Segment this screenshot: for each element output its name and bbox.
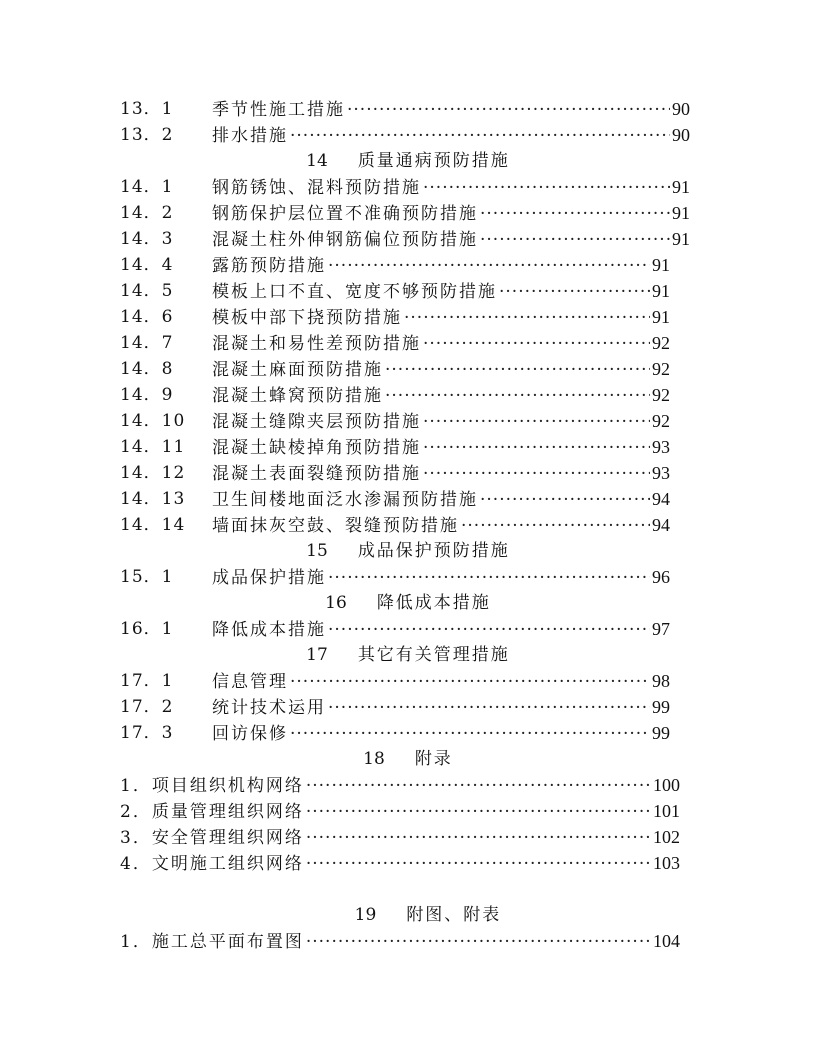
chapter-number: 15 <box>306 541 328 561</box>
page-number: 94 <box>652 515 670 535</box>
chapter-number: 17 <box>306 645 328 665</box>
section-title: 混凝土蜂窝预防措施 <box>212 386 383 406</box>
item-number: 1． <box>120 932 152 952</box>
section-title: 降低成本措施 <box>212 620 326 640</box>
page-number: 91 <box>652 307 670 327</box>
dot-leader <box>347 97 670 123</box>
dot-leader <box>499 279 650 305</box>
dot-leader <box>423 461 650 487</box>
page-number: 91 <box>672 177 690 197</box>
toc-entry[interactable] <box>0 486 816 512</box>
toc-entry[interactable] <box>0 122 816 148</box>
section-title: 成品保护措施 <box>212 568 326 588</box>
page-number: 99 <box>652 697 670 717</box>
toc-entry[interactable] <box>0 200 816 226</box>
chapter-heading[interactable] <box>0 902 816 928</box>
dot-leader <box>480 201 670 227</box>
toc-entry[interactable] <box>0 434 816 460</box>
section-title: 季节性施工措施 <box>212 100 345 120</box>
section-number: 15．1 <box>120 567 174 587</box>
section-title: 混凝土和易性差预防措施 <box>212 334 421 354</box>
page-number: 92 <box>652 333 670 353</box>
page-number: 93 <box>652 463 670 483</box>
item-title: 文明施工组织网络 <box>151 854 304 874</box>
section-number: 14．11 <box>120 437 186 457</box>
dot-leader <box>306 773 651 799</box>
page-number: 100 <box>653 775 680 795</box>
toc-entry[interactable] <box>0 850 816 876</box>
dot-leader <box>404 305 650 331</box>
chapter-number: 14 <box>306 151 328 171</box>
page-number: 92 <box>652 385 670 405</box>
section-number: 14．8 <box>120 359 174 379</box>
page-number: 98 <box>652 671 670 691</box>
section-number: 14．4 <box>120 255 174 275</box>
toc-entry[interactable] <box>0 668 816 694</box>
item-number: 4． <box>120 854 152 874</box>
page-number: 101 <box>653 801 680 821</box>
spacer <box>0 876 816 902</box>
chapter-title: 附图、附表 <box>406 905 502 925</box>
section-number: 14．7 <box>120 333 174 353</box>
toc-entry[interactable] <box>0 304 816 330</box>
dot-leader <box>480 487 650 513</box>
dot-leader <box>423 435 650 461</box>
toc-entry[interactable] <box>0 408 816 434</box>
item-number: 3． <box>120 828 152 848</box>
chapter-title: 成品保护预防措施 <box>357 541 510 561</box>
section-title: 露筋预防措施 <box>212 256 326 276</box>
section-number: 14．12 <box>120 463 186 483</box>
section-title: 卫生间楼地面泛水渗漏预防措施 <box>212 490 478 510</box>
chapter-number: 19 <box>354 905 377 925</box>
toc-entry[interactable] <box>0 278 816 304</box>
page-number: 91 <box>652 281 670 301</box>
page-number: 92 <box>652 411 670 431</box>
item-title: 施工总平面布置图 <box>151 932 304 952</box>
table-of-contents <box>0 96 816 954</box>
section-title: 混凝土柱外伸钢筋偏位预防措施 <box>212 230 478 250</box>
chapter-number: 16 <box>325 593 347 613</box>
dot-leader <box>461 513 650 539</box>
dot-leader <box>306 799 651 825</box>
chapter-heading[interactable] <box>0 746 816 772</box>
item-title: 质量管理组织网络 <box>151 802 304 822</box>
section-number: 14．1 <box>120 177 174 197</box>
page-number: 97 <box>652 619 670 639</box>
dot-leader <box>328 253 650 279</box>
section-number: 16．1 <box>120 619 174 639</box>
section-number: 13．1 <box>120 99 174 119</box>
toc-entry[interactable] <box>0 772 816 798</box>
section-number: 14．9 <box>120 385 174 405</box>
toc-entry[interactable] <box>0 616 816 642</box>
chapter-title: 降低成本措施 <box>376 593 491 613</box>
toc-entry[interactable] <box>0 720 816 746</box>
page-number: 103 <box>653 853 680 873</box>
section-title: 排水措施 <box>212 126 288 146</box>
dot-leader <box>328 565 650 591</box>
toc-entry[interactable] <box>0 564 816 590</box>
item-number: 1． <box>120 776 152 796</box>
section-number: 14．5 <box>120 281 174 301</box>
chapter-number: 18 <box>363 749 385 769</box>
section-title: 混凝土缺棱掉角预防措施 <box>212 438 421 458</box>
dot-leader <box>385 357 650 383</box>
section-title: 墙面抹灰空鼓、裂缝预防措施 <box>212 516 459 536</box>
section-number: 14．3 <box>120 229 174 249</box>
page-number: 91 <box>672 203 690 223</box>
page-number: 99 <box>652 723 670 743</box>
dot-leader <box>306 825 651 851</box>
chapter-heading[interactable] <box>0 642 816 668</box>
section-title: 模板中部下挠预防措施 <box>212 308 402 328</box>
dot-leader <box>290 721 650 747</box>
section-title: 钢筋保护层位置不准确预防措施 <box>212 204 478 224</box>
dot-leader <box>290 669 650 695</box>
toc-entry[interactable] <box>0 512 816 538</box>
section-number: 14．14 <box>120 515 186 535</box>
page-number: 93 <box>652 437 670 457</box>
chapter-title: 其它有关管理措施 <box>357 645 510 665</box>
dot-leader <box>306 929 651 955</box>
section-number: 14．13 <box>120 489 186 509</box>
dot-leader <box>480 227 670 253</box>
section-number: 13．2 <box>120 125 174 145</box>
toc-entry[interactable] <box>0 694 816 720</box>
section-number: 17．2 <box>120 697 174 717</box>
page-number: 90 <box>672 125 690 145</box>
section-number: 17．3 <box>120 723 174 743</box>
dot-leader <box>385 383 650 409</box>
section-title: 钢筋锈蚀、混料预防措施 <box>212 178 421 198</box>
toc-entry[interactable] <box>0 824 816 850</box>
dot-leader <box>423 331 650 357</box>
section-number: 14．6 <box>120 307 174 327</box>
toc-entry[interactable] <box>0 174 816 200</box>
section-number: 17．1 <box>120 671 174 691</box>
toc-entry[interactable] <box>0 96 816 122</box>
chapter-title: 质量通病预防措施 <box>357 151 510 171</box>
section-number: 14．2 <box>120 203 174 223</box>
toc-entry[interactable] <box>0 382 816 408</box>
dot-leader <box>423 175 670 201</box>
section-title: 信息管理 <box>212 672 288 692</box>
page-number: 90 <box>672 99 690 119</box>
item-title: 安全管理组织网络 <box>151 828 304 848</box>
toc-entry[interactable] <box>0 928 816 954</box>
chapter-heading[interactable] <box>0 148 816 174</box>
toc-entry[interactable] <box>0 460 816 486</box>
item-title: 项目组织机构网络 <box>151 776 304 796</box>
page-number: 96 <box>652 567 670 587</box>
chapter-heading[interactable] <box>0 538 816 564</box>
toc-entry[interactable] <box>0 252 816 278</box>
chapter-title: 附录 <box>414 749 453 769</box>
page-number: 94 <box>652 489 670 509</box>
dot-leader <box>423 409 650 435</box>
section-title: 模板上口不直、宽度不够预防措施 <box>212 282 497 302</box>
page-number: 91 <box>652 255 670 275</box>
dot-leader <box>290 123 670 149</box>
toc-entry[interactable] <box>0 356 816 382</box>
dot-leader <box>328 617 650 643</box>
toc-entry[interactable] <box>0 330 816 356</box>
chapter-heading[interactable] <box>0 590 816 616</box>
page-number: 92 <box>652 359 670 379</box>
dot-leader <box>306 851 651 877</box>
page-number: 102 <box>653 827 680 847</box>
toc-entry[interactable] <box>0 798 816 824</box>
toc-entry[interactable] <box>0 226 816 252</box>
page-number: 91 <box>672 229 690 249</box>
section-title: 统计技术运用 <box>212 698 326 718</box>
section-title: 回访保修 <box>212 724 288 744</box>
section-title: 混凝土麻面预防措施 <box>212 360 383 380</box>
section-title: 混凝土缝隙夹层预防措施 <box>212 412 421 432</box>
dot-leader <box>328 695 650 721</box>
item-number: 2． <box>120 802 152 822</box>
page-number: 104 <box>653 931 680 951</box>
section-number: 14．10 <box>120 411 186 431</box>
section-title: 混凝土表面裂缝预防措施 <box>212 464 421 484</box>
